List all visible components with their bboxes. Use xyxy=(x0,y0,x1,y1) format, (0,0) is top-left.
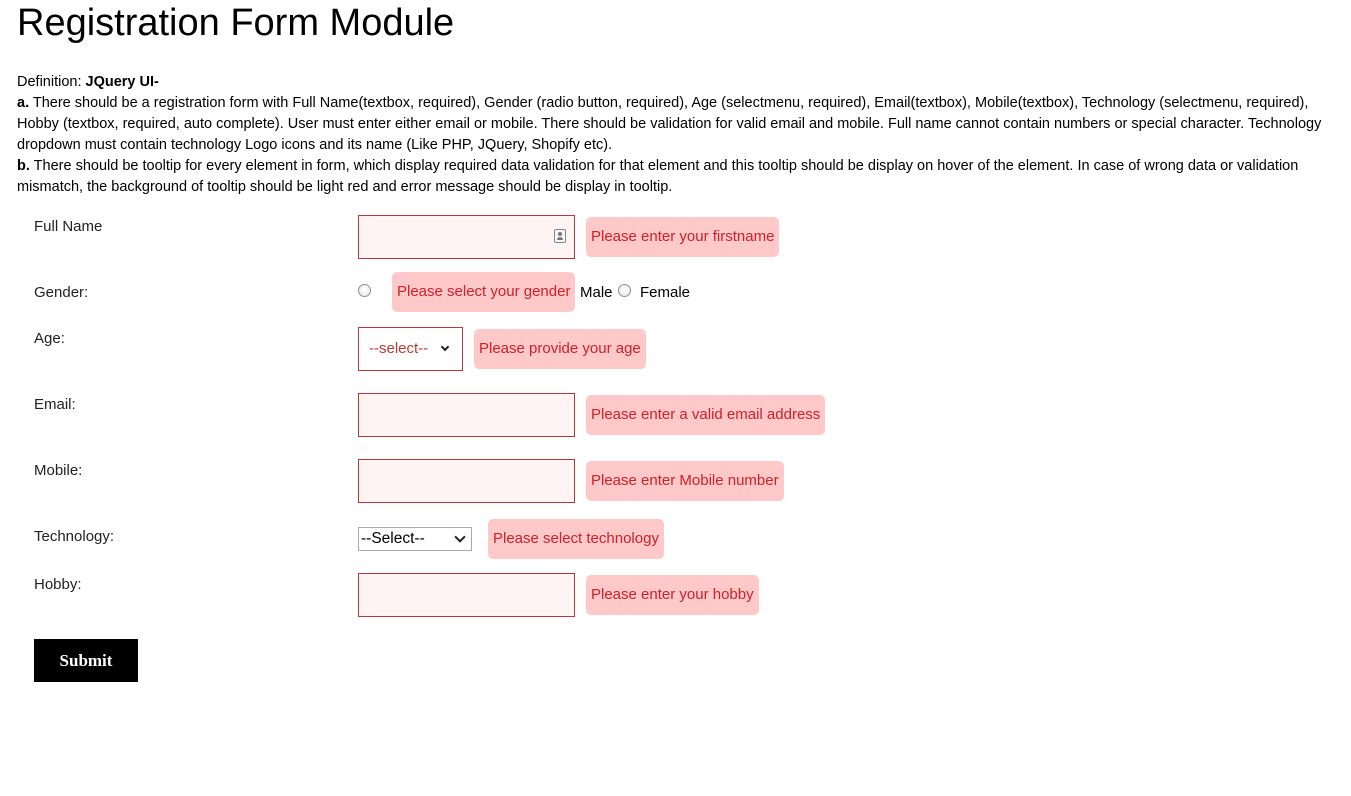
email-tooltip: Please enter a valid email address xyxy=(586,395,825,435)
page-title: Registration Form Module xyxy=(17,2,455,44)
mobile-tooltip: Please enter Mobile number xyxy=(586,461,784,501)
gender-option-female-label[interactable]: Female xyxy=(640,284,691,301)
gender-option-male-label[interactable]: Male xyxy=(580,284,613,301)
submit-button[interactable]: Submit xyxy=(34,639,138,682)
age-tooltip: Please provide your age xyxy=(474,329,646,369)
gender-label: Gender: xyxy=(34,284,89,301)
age-select[interactable] xyxy=(358,327,463,371)
full-name-input[interactable] xyxy=(358,215,575,259)
gender-tooltip: Please select your gender xyxy=(392,272,575,312)
technology-tooltip: Please select technology xyxy=(488,519,664,559)
definition-intro xyxy=(17,72,1337,93)
chevron-down-icon xyxy=(454,531,465,542)
full-name-tooltip: Please enter your firstname xyxy=(586,217,779,257)
definition-item-b xyxy=(17,156,1337,198)
mobile-label: Mobile: xyxy=(34,462,83,479)
hobby-label: Hobby: xyxy=(34,576,82,593)
definition-text xyxy=(17,72,1337,198)
definition-a-marker: a. xyxy=(17,95,30,111)
definition-b-marker: b. xyxy=(17,158,30,174)
definition-item-a xyxy=(17,93,1337,156)
definition-a-text: There should be a registration form with Full Name(textbox, required), Gender (radio button, required), Age (selectmenu, required), Email(textbox), Mobile(textbox), Technology (selectmenu, required), Hobby (textbox, required, auto complete). User must enter either email or mobile. There should be validation for valid email and mobile. Full name cannot contain numbers or special character. Technology dropdown must contain technology Logo icons and its name (Like PHP, JQuery, Shopify etc). xyxy=(17,95,1322,153)
age-selected-value: --select-- xyxy=(369,340,429,357)
technology-selected-value: --Select-- xyxy=(361,530,425,547)
email-label: Email: xyxy=(34,396,76,413)
definition-heading: JQuery UI- xyxy=(85,74,159,90)
gender-radio-male[interactable] xyxy=(358,284,371,297)
technology-select[interactable] xyxy=(358,527,472,551)
hobby-tooltip: Please enter your hobby xyxy=(586,575,759,615)
chevron-down-icon xyxy=(441,343,449,351)
hobby-input[interactable] xyxy=(358,573,575,617)
contact-card-icon[interactable] xyxy=(554,229,566,243)
gender-radio-female[interactable] xyxy=(618,284,631,297)
age-label: Age: xyxy=(34,330,65,347)
definition-b-text: There should be tooltip for every element in form, which display required data validation for that element and this tooltip should be display on hover of the element. In case of wrong data or validation mismatch, the background of tooltip should be light red and error message should be display in tooltip. xyxy=(17,158,1299,195)
full-name-label: Full Name xyxy=(34,218,103,235)
technology-label: Technology: xyxy=(34,528,115,545)
email-input[interactable] xyxy=(358,393,575,437)
mobile-input[interactable] xyxy=(358,459,575,503)
definition-prefix: Definition: xyxy=(17,74,86,90)
